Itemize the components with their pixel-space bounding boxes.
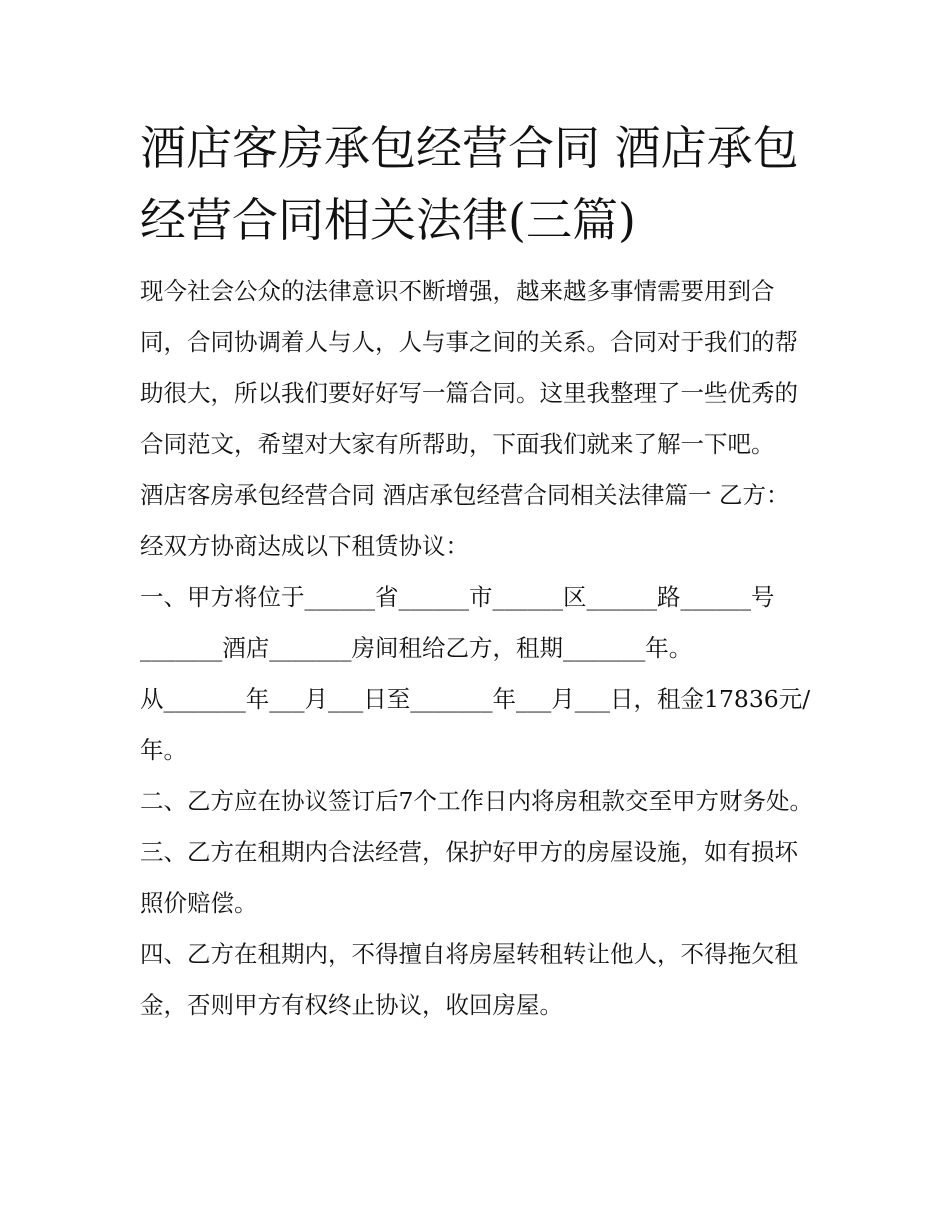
lease-term-paragraph: 从_______年___月___日至_______年___月___日，租金17836元/年。 [140,685,811,764]
document-body [140,112,816,1031]
clause-2-3-paragraph: 二、乙方应在协议签订后7个工作日内将房租款交至甲方财务处。 三、乙方在租期内合法经营，保护好甲方的房屋设施，如有损坏照价赔偿。 [140,787,813,917]
section-heading-paragraph: 酒店客房承包经营合同 酒店承包经营合同相关法律篇一 乙方： 经双方协商达成以下租赁协议： [140,481,790,560]
document-title: 酒店客房承包经营合同 酒店承包经营合同相关法律(三篇) [140,121,799,247]
intro-paragraph: 现今社会公众的法律意识不断增强，越来越多事情需要用到合同，合同协调着人与人，人与事之间的关系。合同对于我们的帮助很大，所以我们要好好写一篇合同。这里我整理了一些优秀的合同范文，希望对大家有所帮助，下面我们就来了解一下吧。 [140,277,798,458]
clause-1-paragraph: 一、甲方将位于______省______市______区______路______号_______酒店_______房间租给乙方，租期_______年。 [140,583,775,662]
clause-4-paragraph: 四、乙方在租期内，不得擅自将房屋转租转让他人，不得拖欠租金，否则甲方有权终止协议，收回房屋。 [140,940,798,1019]
